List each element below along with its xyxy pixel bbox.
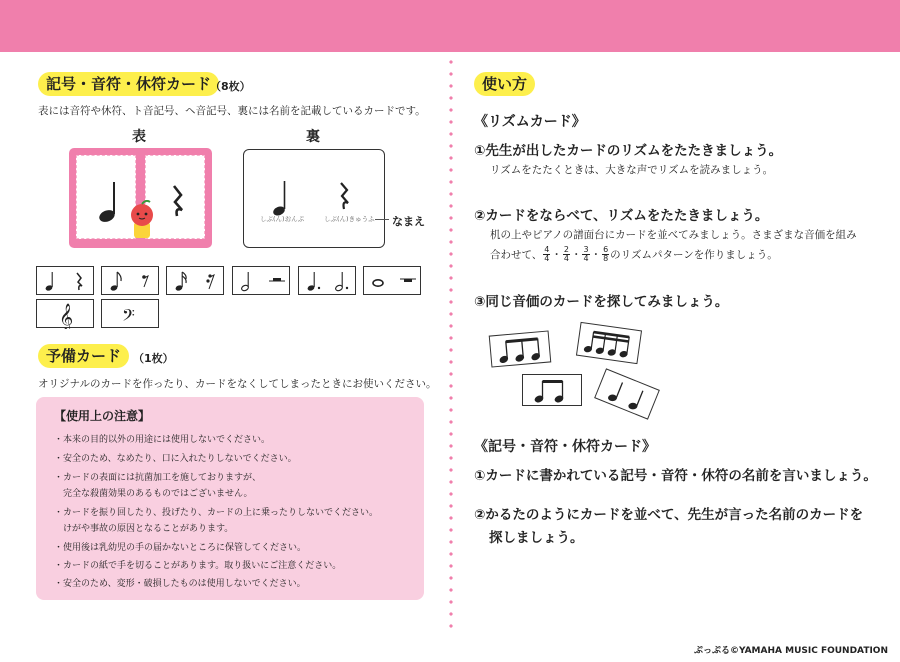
front-label: 表 <box>132 129 146 145</box>
card-back-illustration <box>243 149 385 248</box>
whole-note-whole-rest-icon <box>364 267 422 296</box>
rhythm-step-2-note-2b: のリズムパターンを作りましょう。 <box>610 249 778 261</box>
header-bar <box>0 0 900 52</box>
quarter-rest-icon <box>329 177 359 217</box>
rhythm-step-2-note-1: 机の上やピアノの譜面台にカードを並べてみましょう。さまざまな音価を組み <box>490 229 857 241</box>
notice-item: ・カードの表面には抗菌加工を施しておりますが、 <box>54 473 262 483</box>
card-chip-dotted <box>298 266 356 295</box>
symbols-heading: 《記号・音符・休符カード》 <box>474 439 656 455</box>
page-divider <box>449 56 453 636</box>
two-quarter-notes-icon <box>595 370 661 421</box>
symbols-step-2a: ②かるたのようにカードを並べて、先生が言った名前のカードを <box>474 507 864 523</box>
rhythm-step-2-note-2 <box>490 246 778 263</box>
notice-item: ・カードを振り回したり、投げたり、カードの上に乗ったりしないでください。 <box>54 508 379 518</box>
time-sig-6-8: $\frac{6}{8}$ <box>603 245 609 263</box>
notice-item: ・安全のため、変形・破損したものは使用しないでください。 <box>54 579 306 589</box>
rhythm-card-three-eighths <box>489 330 552 367</box>
card-chip-half <box>232 266 290 295</box>
rhythm-card-two-eighths <box>522 374 582 406</box>
sixteenth-note-sixteenth-rest-icon <box>167 267 225 296</box>
time-sig-3-4: $\frac{3}{4}$ <box>583 245 589 263</box>
notice-item: ・使用後は乳幼児の手の届かないところに保管してください。 <box>54 543 307 553</box>
rhythm-step-3: ③同じ音価のカードを探してみましょう。 <box>474 294 729 310</box>
beamed-two-eighth-notes-icon <box>523 375 583 407</box>
section-count-cards: （8枚） <box>210 80 251 93</box>
half-note-half-rest-icon <box>233 267 291 296</box>
callout-line <box>375 219 389 220</box>
back-name-rest: しぶ(ん)きゅうふ <box>324 215 375 223</box>
callout-name: なまえ <box>392 215 425 228</box>
rhythm-step-1: ①先生が出したカードのリズムをたたきましょう。 <box>474 143 783 159</box>
section-count-spare: （1枚） <box>133 352 174 365</box>
rhythm-step-2-note-2a: 合わせて、 <box>490 249 543 261</box>
card-chip-bass <box>101 299 159 328</box>
card-chip-treble <box>36 299 94 328</box>
card-front-illustration <box>69 148 212 248</box>
notice-item: けがや事故の原因となることがあります。 <box>54 524 234 534</box>
notice-item: 完全な殺菌効果のあるものではございません。 <box>54 489 253 499</box>
notice-item: ・安全のため、なめたり、口に入れたりしないでください。 <box>54 454 297 464</box>
bass-clef-icon <box>102 300 160 329</box>
notice-item: ・カードの紙で手を切ることがあります。取り扱いにご注意ください。 <box>54 561 342 571</box>
card-chip-whole <box>363 266 421 295</box>
treble-clef-icon <box>37 300 95 329</box>
beamed-eighth-notes-icon <box>490 331 553 368</box>
quarter-note-quarter-rest-icon <box>37 267 95 296</box>
section-desc-spare: オリジナルのカードを作ったり、カードをなくしてしまったときにお使いください。 <box>38 378 437 390</box>
dotted-notes-icon <box>299 267 357 296</box>
symbols-step-1: ①カードに書かれている記号・音符・休符の名前を言いましょう。 <box>474 468 877 484</box>
usage-title: 使い方 <box>474 72 535 96</box>
quarter-note-icon <box>266 175 296 219</box>
card-chip-quarter <box>36 266 94 295</box>
card-chip-eighth <box>101 266 159 295</box>
time-sig-2-4: $\frac{2}{4}$ <box>563 245 569 263</box>
notice-title: 【使用上の注意】 <box>54 409 151 423</box>
back-label: 裏 <box>306 129 320 145</box>
time-sig-4-4: $\frac{4}{4}$ <box>544 245 550 263</box>
symbols-step-2b: 探しましょう。 <box>489 530 584 546</box>
fraction-separator: ・ <box>570 249 582 261</box>
rhythm-card-two-quarters <box>594 368 660 419</box>
beamed-sixteenth-notes-icon <box>577 323 643 365</box>
svg-text:𝄞: 𝄞 <box>59 303 74 329</box>
svg-text:𝄢: 𝄢 <box>122 305 135 329</box>
rhythm-step-2: ②カードをならべて、リズムをたたきましょう。 <box>474 208 769 224</box>
fraction-separator: ・ <box>551 249 562 261</box>
section-title-cards: 記号・音符・休符カード <box>38 72 219 96</box>
fraction-separator: ・ <box>590 249 602 261</box>
section-desc-cards: 表には音符や休符、ト音記号、ヘ音記号、裏には名前を記載しているカードです。 <box>38 105 426 117</box>
notice-item: ・本来の目的以外の用途には使用しないでください。 <box>54 435 271 445</box>
apple-mascot-icon <box>125 200 159 244</box>
rhythm-card-four-sixteenths <box>576 322 642 364</box>
eighth-note-eighth-rest-icon <box>102 267 160 296</box>
rhythm-heading: 《リズムカード》 <box>474 114 586 130</box>
copyright: ぷっぷる©YAMAHA MUSIC FOUNDATION <box>693 646 888 656</box>
section-title-spare: 予備カード <box>38 344 129 368</box>
rhythm-step-1-note: リズムをたたくときは、大きな声でリズムを読みましょう。 <box>490 164 774 176</box>
card-chip-sixteenth <box>166 266 224 295</box>
notice-box <box>36 397 424 600</box>
back-name-note: しぶ(ん)おんぷ <box>260 215 305 223</box>
